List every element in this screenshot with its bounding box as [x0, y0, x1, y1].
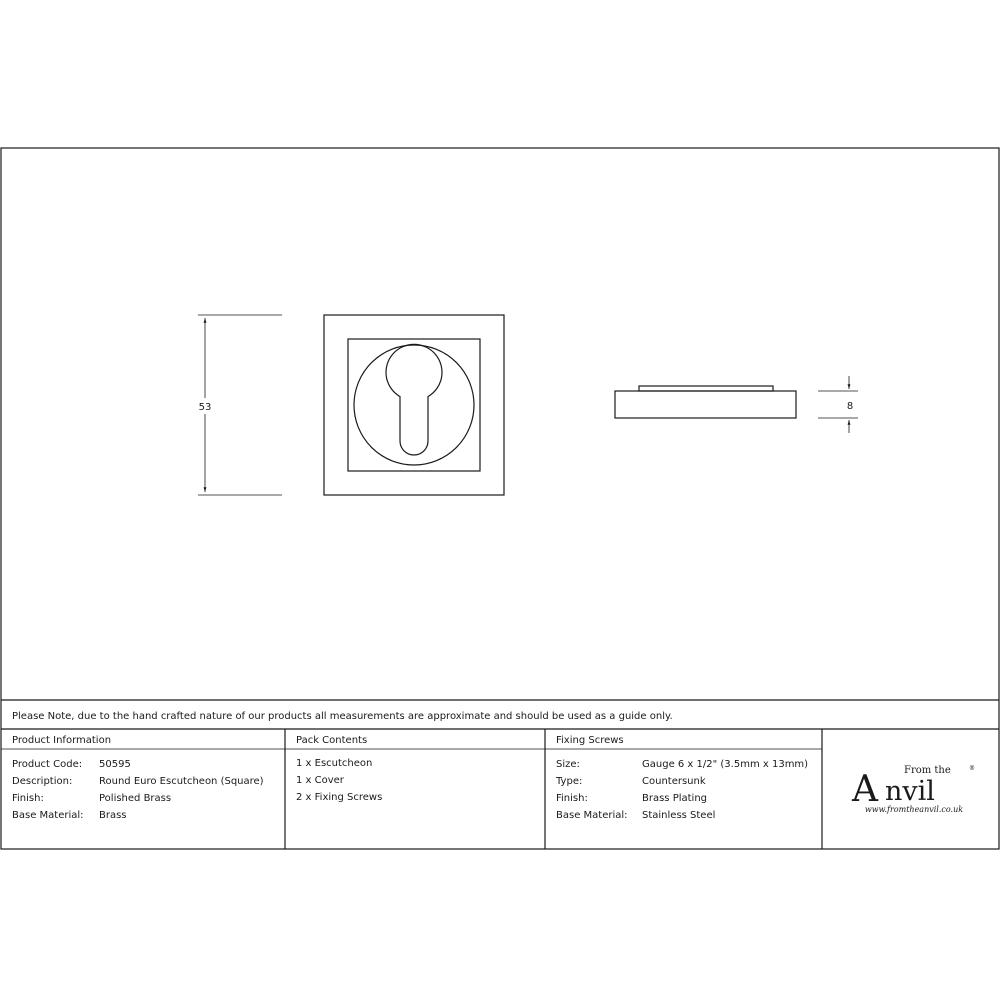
- pack-item: 1 x Cover: [296, 775, 344, 786]
- depth-dimension-label: 8: [846, 401, 854, 412]
- base-material-value: Brass: [99, 810, 127, 821]
- screw-finish-label: Finish:: [556, 793, 588, 804]
- screw-type-value: Countersunk: [642, 776, 706, 787]
- front-view: [324, 315, 504, 495]
- description-label: Description:: [12, 776, 73, 787]
- disclaimer-note: Please Note, due to the hand crafted nature of our products all measurements are approximate and should be used as a guide only.: [12, 711, 673, 722]
- description-value: Round Euro Escutcheon (Square): [99, 776, 264, 787]
- euro-keyhole: [386, 344, 442, 455]
- screw-size-label: Size:: [556, 759, 580, 770]
- screw-size-value: Gauge 6 x 1/2" (3.5mm x 13mm): [642, 759, 809, 770]
- screw-base-material-label: Base Material:: [556, 810, 628, 821]
- logo-brand: nvil: [885, 776, 935, 807]
- from-the-anvil-logo: [851, 765, 975, 814]
- pack-contents-header: Pack Contents: [296, 735, 368, 746]
- sheet-border: [1, 148, 999, 849]
- depth-dimension: [818, 376, 858, 433]
- round-rose: [354, 345, 474, 465]
- product-code-label: Product Code:: [12, 759, 83, 770]
- screw-finish-value: Brass Plating: [642, 793, 708, 804]
- finish-value: Polished Brass: [99, 793, 172, 804]
- inner-square-recess: [348, 339, 480, 471]
- pack-item: 1 x Escutcheon: [296, 758, 373, 769]
- side-plate: [615, 391, 796, 418]
- product-code-value: 50595: [99, 759, 131, 770]
- product-info-header: Product Information: [12, 735, 112, 746]
- logo-from-the: From the: [904, 765, 951, 776]
- outer-square-plate: [324, 315, 504, 495]
- info-table: [1, 700, 999, 849]
- base-material-label: Base Material:: [12, 810, 84, 821]
- side-view: [615, 386, 796, 418]
- screw-base-material-value: Stainless Steel: [642, 810, 716, 821]
- finish-label: Finish:: [12, 793, 44, 804]
- logo-registered: ®: [969, 765, 975, 772]
- logo-url: www.fromtheanvil.co.uk: [864, 805, 964, 814]
- screw-type-label: Type:: [556, 776, 583, 787]
- pack-item: 2 x Fixing Screws: [296, 792, 383, 803]
- side-cover-raised: [639, 386, 773, 391]
- height-dimension: [198, 315, 282, 495]
- anvil-initial: A: [852, 769, 878, 810]
- fixing-screws-header: Fixing Screws: [556, 735, 624, 746]
- height-dimension-label: 53: [198, 402, 212, 413]
